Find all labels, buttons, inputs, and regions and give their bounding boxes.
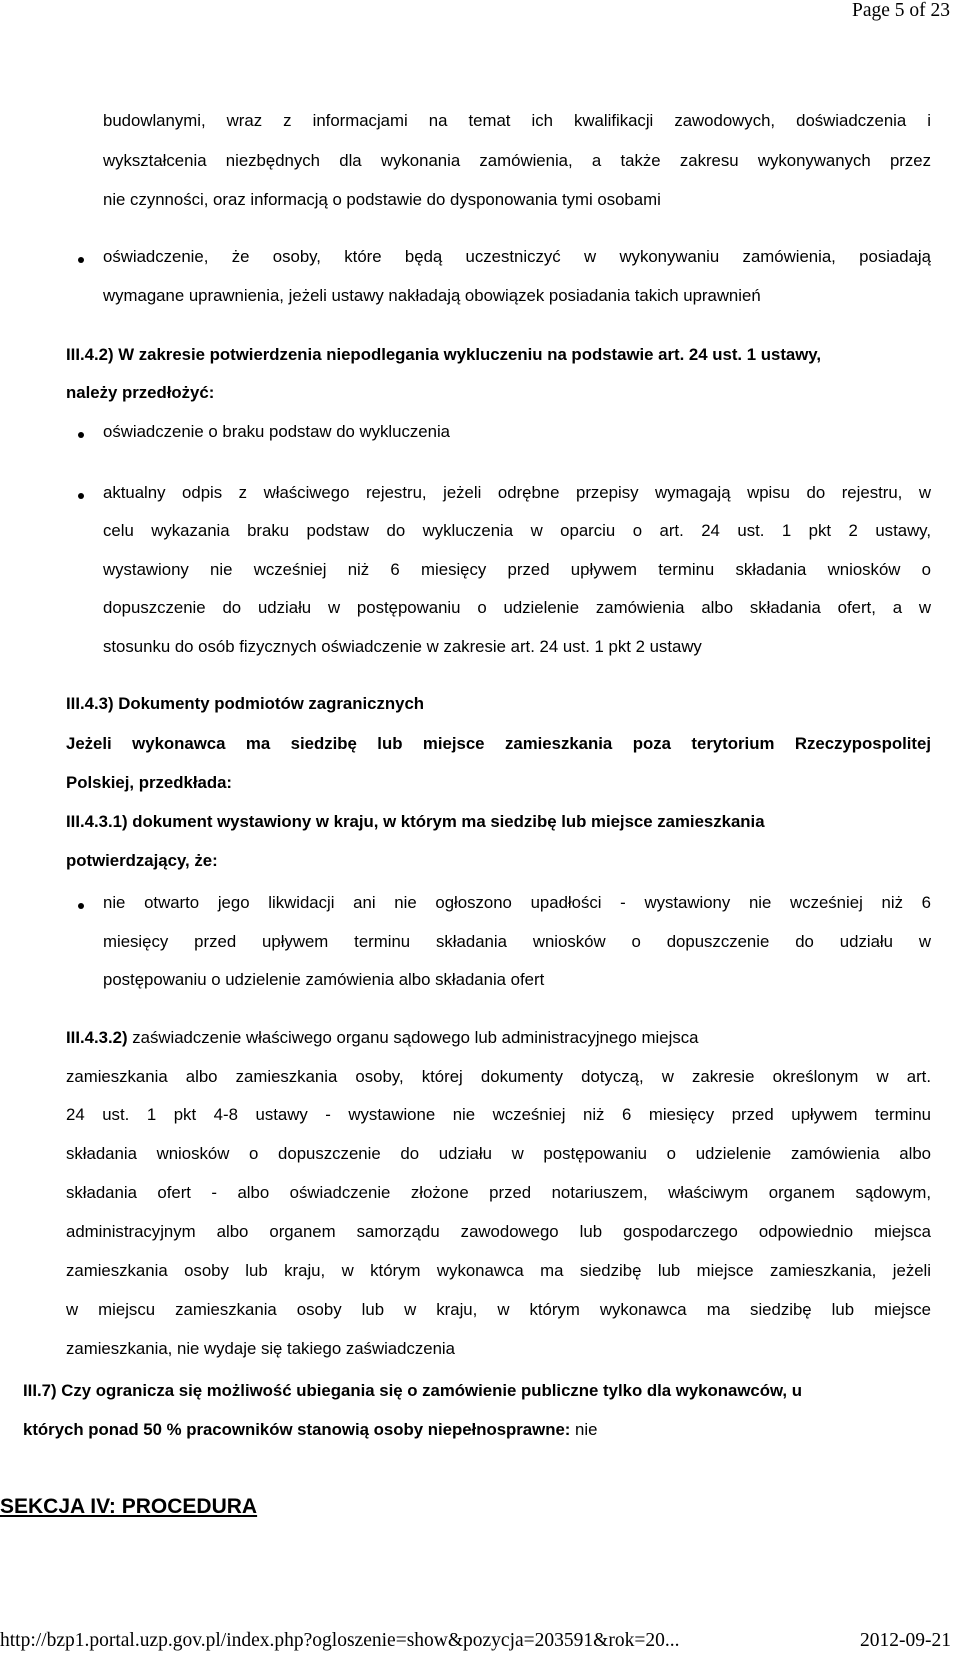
- list-item-line: celu wykazania braku podstaw do wykluczenia w oparciu o art. 24 ust. 1 pkt 2 ustawy,: [103, 521, 931, 540]
- list-item-line: stosunku do osób fizycznych oświadczenie w zakresie art. 24 ust. 1 pkt 2 ustawy: [103, 637, 702, 656]
- question-answer: nie: [575, 1420, 598, 1439]
- list-item-line: dopuszczenie do udziału w postępowaniu o udzielenie zamówienia albo składania ofert, a w: [103, 598, 931, 617]
- paragraph-line: składania wniosków o dopuszczenie do udziału w postępowaniu o udzielenie zamówienia albo: [66, 1144, 931, 1163]
- footer-date: 2012-09-21: [860, 1630, 951, 1651]
- section-heading: należy przedłożyć:: [66, 383, 215, 402]
- bullet-icon: [78, 432, 84, 438]
- bullet-icon: [78, 257, 84, 263]
- footer-url: http://bzp1.portal.uzp.gov.pl/index.php?ogloszenie=show&pozycja=203591&rok=20...: [0, 1630, 680, 1651]
- section-heading: III.4.3) Dokumenty podmiotów zagranicznych: [66, 694, 425, 713]
- item-label: III.4.3.2): [66, 1028, 128, 1047]
- section-heading: potwierdzający, że:: [66, 851, 218, 870]
- list-item-line: oświadczenie o braku podstaw do wykluczenia: [103, 422, 451, 441]
- paragraph-line: zamieszkania, nie wydaje się takiego zaświadczenia: [66, 1339, 455, 1358]
- list-item-line: wystawiony nie wcześniej niż 6 miesięcy przed upływem terminu składania wniosków o: [103, 560, 931, 579]
- section-subheading: Polskiej, przedkłada:: [66, 773, 233, 792]
- section-title: SEKCJA IV: PROCEDURA: [0, 1495, 258, 1518]
- question-line: III.7) Czy ogranicza się możliwość ubiegania się o zamówienie publiczne tylko dla wykonawców, u: [23, 1381, 802, 1400]
- text-line: budowlanymi, wraz z informacjami na temat ich kwalifikacji zawodowych, doświadczenia i: [103, 111, 931, 130]
- section-heading: III.4.2) W zakresie potwierdzenia niepodlegania wykluczeniu na podstawie art. 24 ust. 1 ustawy,: [66, 345, 822, 364]
- question-text: których ponad 50 % pracowników stanowią osoby niepełnosprawne:: [23, 1420, 571, 1439]
- list-item-line: oświadczenie, że osoby, które będą uczestniczyć w wykonywaniu zamówienia, posiadają: [103, 247, 931, 266]
- list-item-line: postępowaniu o udzielenie zamówienia albo składania ofert: [103, 970, 545, 989]
- paragraph-line: [66, 1028, 698, 1048]
- bullet-icon: [78, 903, 84, 909]
- paragraph-line: administracyjnym albo organem samorządu zawodowego lub gospodarczego odpowiednio miejsca: [66, 1222, 931, 1241]
- list-item-line: nie otwarto jego likwidacji ani nie ogłoszono upadłości - wystawiony nie wcześniej niż 6: [103, 893, 931, 912]
- list-item-line: wymagane uprawnienia, jeżeli ustawy nakładają obowiązek posiadania takich uprawnień: [103, 286, 761, 305]
- list-item-line: aktualny odpis z właściwego rejestru, jeżeli odrębne przepisy wymagają wpisu do rejestru, w: [103, 483, 931, 502]
- item-text: zaświadczenie właściwego organu sądowego lub administracyjnego miejsca: [132, 1028, 699, 1047]
- paragraph-line: zamieszkania osoby lub kraju, w którym wykonawca ma siedzibę lub miejsce zamieszkania, jeżeli: [66, 1261, 931, 1280]
- question-line: [23, 1420, 597, 1440]
- section-heading: III.4.3.1) dokument wystawiony w kraju, w którym ma siedzibę lub miejsce zamieszkania: [66, 812, 765, 831]
- paragraph-line: 24 ust. 1 pkt 4-8 ustawy - wystawione nie wcześniej niż 6 miesięcy przed upływem terminu: [66, 1105, 931, 1124]
- list-item-line: miesięcy przed upływem terminu składania wniosków o dopuszczenie do udziału w: [103, 932, 931, 951]
- page-number: Page 5 of 23: [851, 0, 950, 21]
- section-subheading: Jeżeli wykonawca ma siedzibę lub miejsce zamieszkania poza terytorium Rzeczypospolitej: [66, 734, 931, 753]
- text-line: wykształcenia niezbędnych dla wykonania zamówienia, a także zakresu wykonywanych przez: [103, 151, 931, 170]
- text-line: nie czynności, oraz informacją o podstawie do dysponowania tymi osobami: [103, 190, 661, 209]
- bullet-icon: [78, 493, 84, 499]
- paragraph-line: składania ofert - albo oświadczenie złożone przed notariuszem, właściwym organem sądowym,: [66, 1183, 931, 1202]
- paragraph-line: w miejscu zamieszkania osoby lub w kraju, w którym wykonawca ma siedzibę lub miejsce: [66, 1300, 931, 1319]
- paragraph-line: zamieszkania albo zamieszkania osoby, której dokumenty dotyczą, w zakresie określonym w art.: [66, 1067, 931, 1086]
